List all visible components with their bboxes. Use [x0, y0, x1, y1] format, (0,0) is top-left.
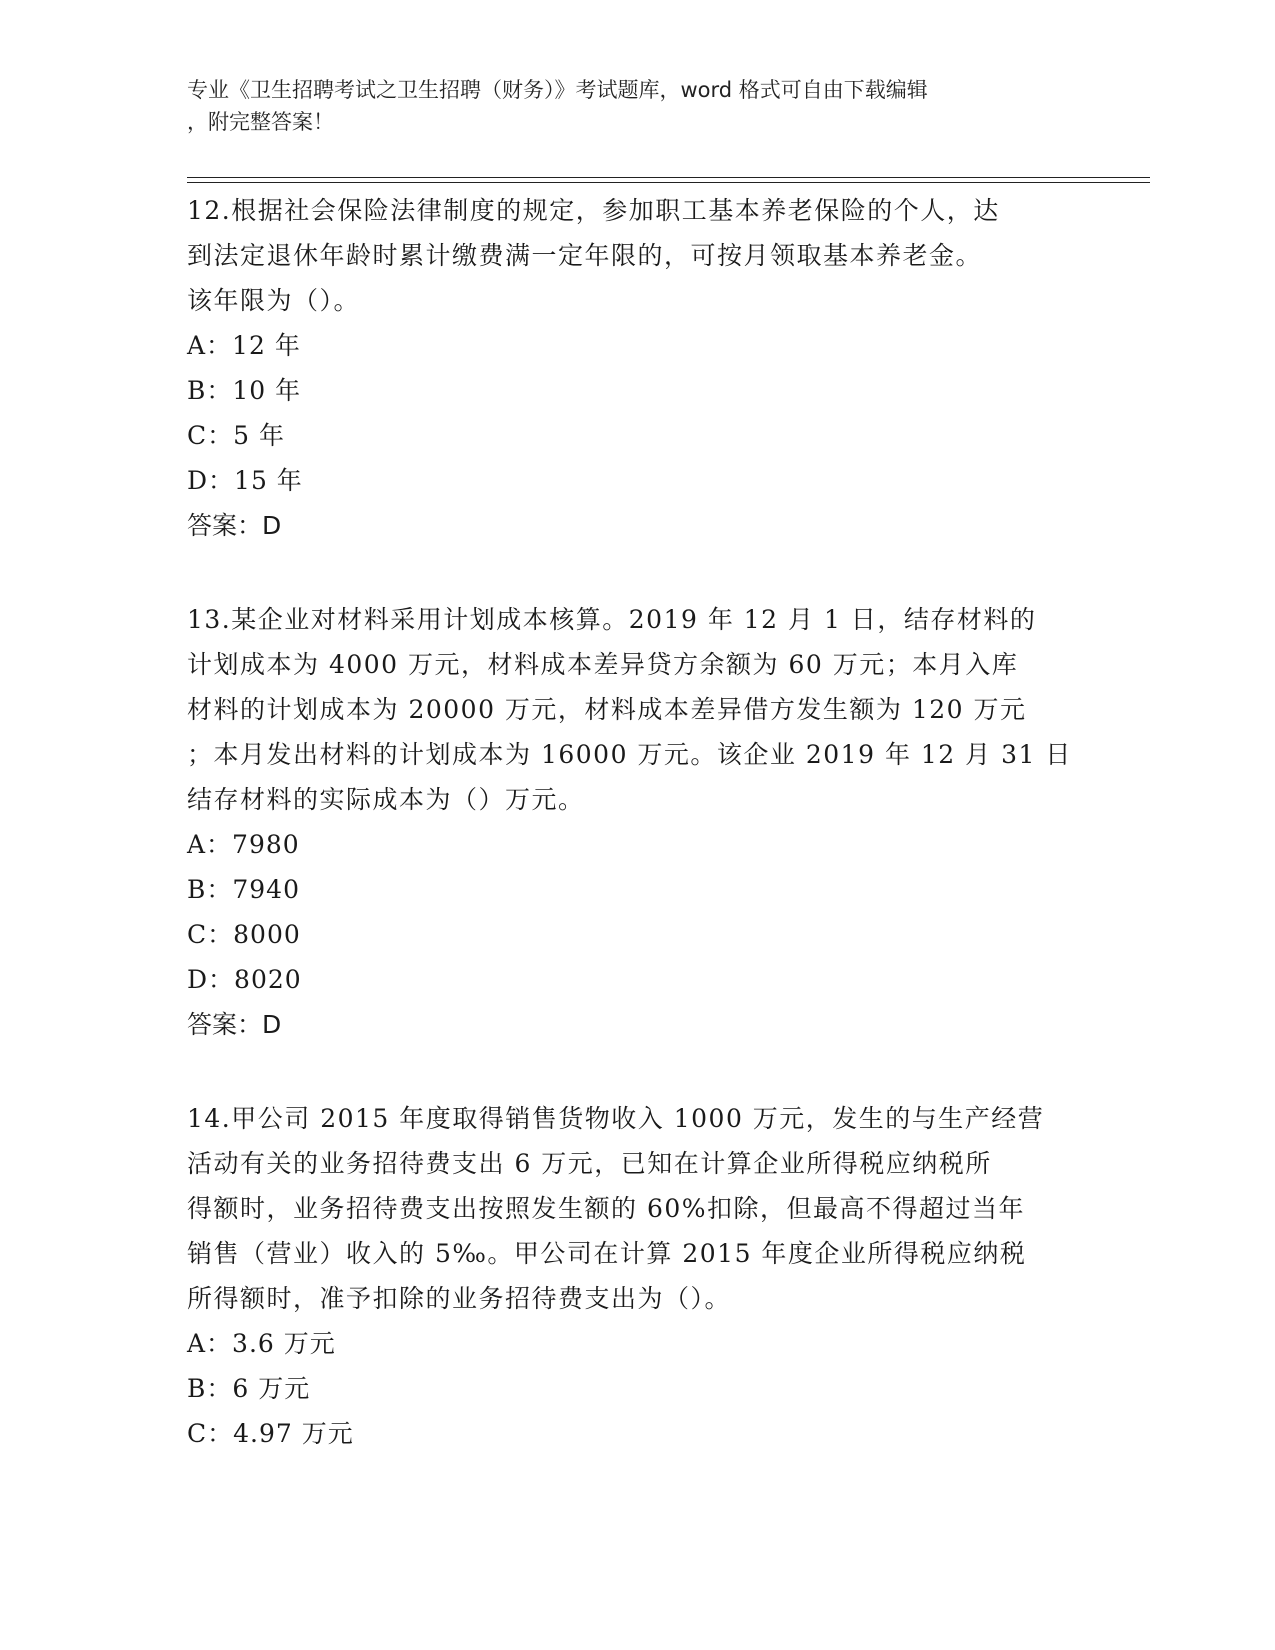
question-text-line: 13.某企业对材料采用计划成本核算。2019 年 12 月 1 日，结存材料的	[187, 605, 1037, 634]
question-12	[187, 188, 1087, 548]
question-text-line: 所得额时，准予扣除的业务招待费支出为（）。	[187, 1284, 732, 1313]
option-c: C：4.97 万元	[187, 1419, 354, 1448]
question-text-line: ；本月发出材料的计划成本为 16000 万元。该企业 2019 年 12 月 31 日	[187, 740, 1072, 769]
question-text-line: 到法定退休年龄时累计缴费满一定年限的，可按月领取基本养老金。	[187, 241, 983, 270]
header-line-1: 专业《卫生招聘考试之卫生招聘（财务）》考试题库，word 格式可自由下载编辑	[187, 78, 928, 102]
question-text-line: 活动有关的业务招待费支出 6 万元，已知在计算企业所得税应纳税所	[187, 1149, 992, 1178]
question-text-line: 计划成本为 4000 万元，材料成本差异贷方余额为 60 万元；本月入库	[187, 650, 1019, 679]
question-text-line: 销售（营业）收入的 5‰。甲公司在计算 2015 年度企业所得税应纳税	[187, 1239, 1027, 1268]
question-text-line: 材料的计划成本为 20000 万元，材料成本差异借方发生额为 120 万元	[187, 695, 1027, 724]
question-text-line: 得额时，业务招待费支出按照发生额的 60%扣除，但最高不得超过当年	[187, 1194, 1026, 1223]
option-c: C：5 年	[187, 421, 285, 450]
option-b: B：6 万元	[187, 1374, 311, 1403]
header-line-2: ，附完整答案！	[187, 110, 334, 134]
document-header	[187, 74, 1067, 138]
option-d: D：8020	[187, 965, 302, 994]
option-a: A：7980	[187, 830, 300, 859]
question-text-line: 该年限为（）。	[187, 286, 361, 315]
answer-line: 答案：D	[187, 1010, 282, 1039]
option-d: D：15 年	[187, 466, 303, 495]
option-c: C：8000	[187, 920, 301, 949]
answer-line: 答案：D	[187, 511, 282, 540]
option-b: B：7940	[187, 875, 300, 904]
question-13	[187, 597, 1087, 1047]
header-divider-top	[187, 177, 1150, 178]
header-divider-bottom	[187, 182, 1150, 183]
question-14	[187, 1096, 1087, 1456]
option-b: B：10 年	[187, 376, 302, 405]
question-text-line: 结存材料的实际成本为（）万元。	[187, 785, 585, 814]
question-text-line: 12.根据社会保险法律制度的规定，参加职工基本养老保险的个人，达	[187, 196, 1000, 225]
option-a: A：12 年	[187, 331, 301, 360]
option-a: A：3.6 万元	[187, 1329, 336, 1358]
question-text-line: 14.甲公司 2015 年度取得销售货物收入 1000 万元，发生的与生产经营	[187, 1104, 1045, 1133]
